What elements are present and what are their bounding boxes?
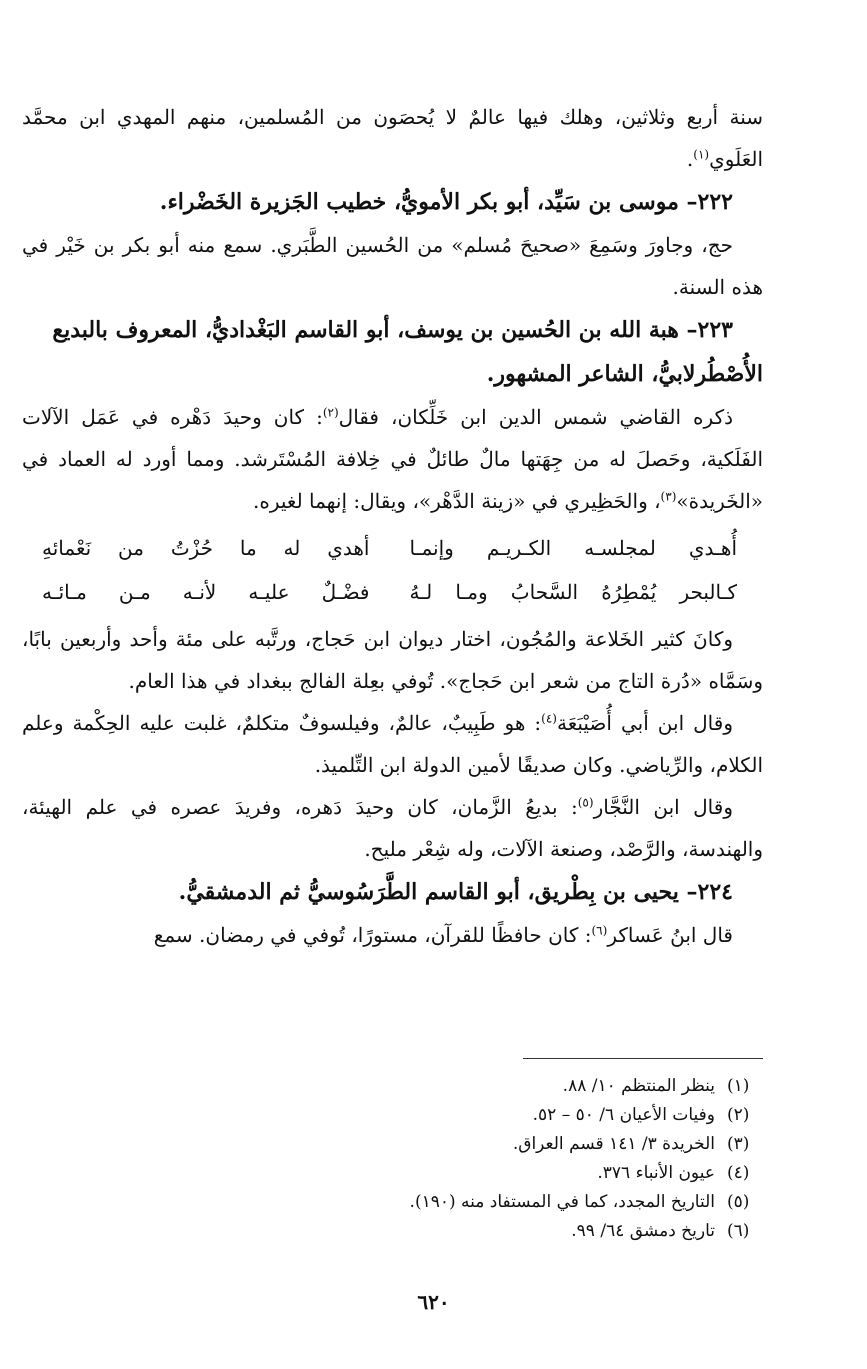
entry-heading-222: ٢٢٢– موسى بن سَيِّد، أبو بكر الأمويُّ، خطيب الجَزيرة الخَضْراء. [159, 189, 733, 215]
hemistich: فضْـلٌ عليـه لأنـه مـن مـائـه [42, 580, 370, 604]
footnote-separator [523, 1058, 763, 1059]
page-number: ٦٢٠ [417, 1290, 450, 1314]
paragraph-222: حج، وجاورَ وسَمِعَ «صحيحَ مُسلم» من الحُسين الطَّبَري. سمع منه أبو بكر بن خَيْر في هذه السنة. [22, 233, 763, 299]
hemistich: أُهـدي لمجلسـه الكـريـم وإنمـا [409, 536, 737, 560]
footnotes [243, 1072, 763, 1246]
footnote: (٥) التاريخ المجدد، كما في المستفاد منه (١٩٠). [409, 1192, 750, 1212]
paragraph-223-b: وكانَ كثير الخَلاعة والمُجُون، اختار ديوان ابن حَجاج، ورتَّبه على مئة وأحد وأربعين بابًا، وسَمَّاه «دُرة التاج من شعر ابن حَجاج». تُوفي بعِلة الفالج ببغداد في هذا العام. [22, 627, 763, 693]
footnote: (٤) عيون الأنباء ٣٧٦. [597, 1163, 750, 1183]
footnote: (٦) تاريخ دمشق ٦٤/ ٩٩. [571, 1221, 750, 1241]
poem [22, 526, 763, 614]
footnote-ref: (٣) [660, 489, 677, 504]
paragraph-224: قال ابنُ عَساكر$^{(٦)}$: كان حافظًا للقرآن، مستورًا، تُوفي في رمضان. سمع [153, 923, 733, 947]
poem-verse [22, 570, 763, 614]
paragraph-223-d: وقال ابن النَّجَّار$^{(٥)}$: بديعُ الزَّمان، كان وحيدَ دَهره، وفريدَ عصره في علم الهيئة، والهندسة، والرَّصْد، وصنعة الآلات، وله شِعْر مليح. [22, 795, 763, 861]
paragraph-223-c: وقال ابن أبي أُصَيْبَعَة$^{(٤)}$: هو طَبِيبٌ، عالمٌ، وفيلسوفٌ متكلمٌ، غلبت عليه الحِكْمة وعلم الكلام، والرِّياضي. وكان صديقًا لأمين الدولة ابن التِّلميذ. [22, 711, 763, 777]
hemistich: أهدي له ما حُزْتُ من نَعْمائهِ [42, 536, 370, 560]
entry-heading-223: ٢٢٣– هبة الله بن الحُسين بن يوسف، أبو القاسم البَغْداديُّ، المعروف بالبديع الأُصْطُرلابيُّ، الشاعر المشهور. [52, 317, 763, 387]
hemistich: كـالبحر يُمْطِرُهُ السَّحابُ ومـا لـهُ [409, 580, 737, 604]
footnote: (٣) الخريدة ٣/ ١٤١ قسم العراق. [512, 1134, 750, 1154]
entry-heading-224: ٢٢٤– يحيى بن بِطْريق، أبو القاسم الطَّرَسُوسيُّ ثم الدمشقيُّ. [178, 879, 733, 905]
footnote-ref: (٥) [577, 795, 594, 810]
poem-verse [22, 526, 763, 570]
footnote-ref: (٤) [541, 711, 557, 726]
footnote-ref: (١) [693, 147, 710, 162]
paragraph-intro: سنة أربع وثلاثين، وهلك فيها عالمٌ لا يُحصَون من المُسلمين، منهم المهدي ابن محمَّد العَلَوي$^{(١)}$. [22, 105, 764, 171]
paragraph-223-a: ذكره القاضي شمس الدين ابن خَلِّكان، فقال$^{(٢)}$: كان وحيدَ دَهْره في عَمَل الآلات الفَلَكية، وحَصلَ له من جِهَتها مالٌ طائلٌ في خِلافة المُسْتَرشد. ومما أورد له العماد في «الخَريدة»$^{(٣)}$، والحَظِيري في «زينة الدَّهْر»، ويقال: إنهما لغيره. [22, 405, 763, 513]
footnote-ref: (٦) [591, 923, 608, 938]
footnote: (٢) وفيات الأعيان ٦/ ٥٠ – ٥٢. [532, 1105, 750, 1125]
footnote-ref: (٢) [322, 405, 339, 420]
page-body [22, 96, 763, 956]
footnote: (١) ينظر المنتظم ١٠/ ٨٨. [562, 1076, 750, 1096]
